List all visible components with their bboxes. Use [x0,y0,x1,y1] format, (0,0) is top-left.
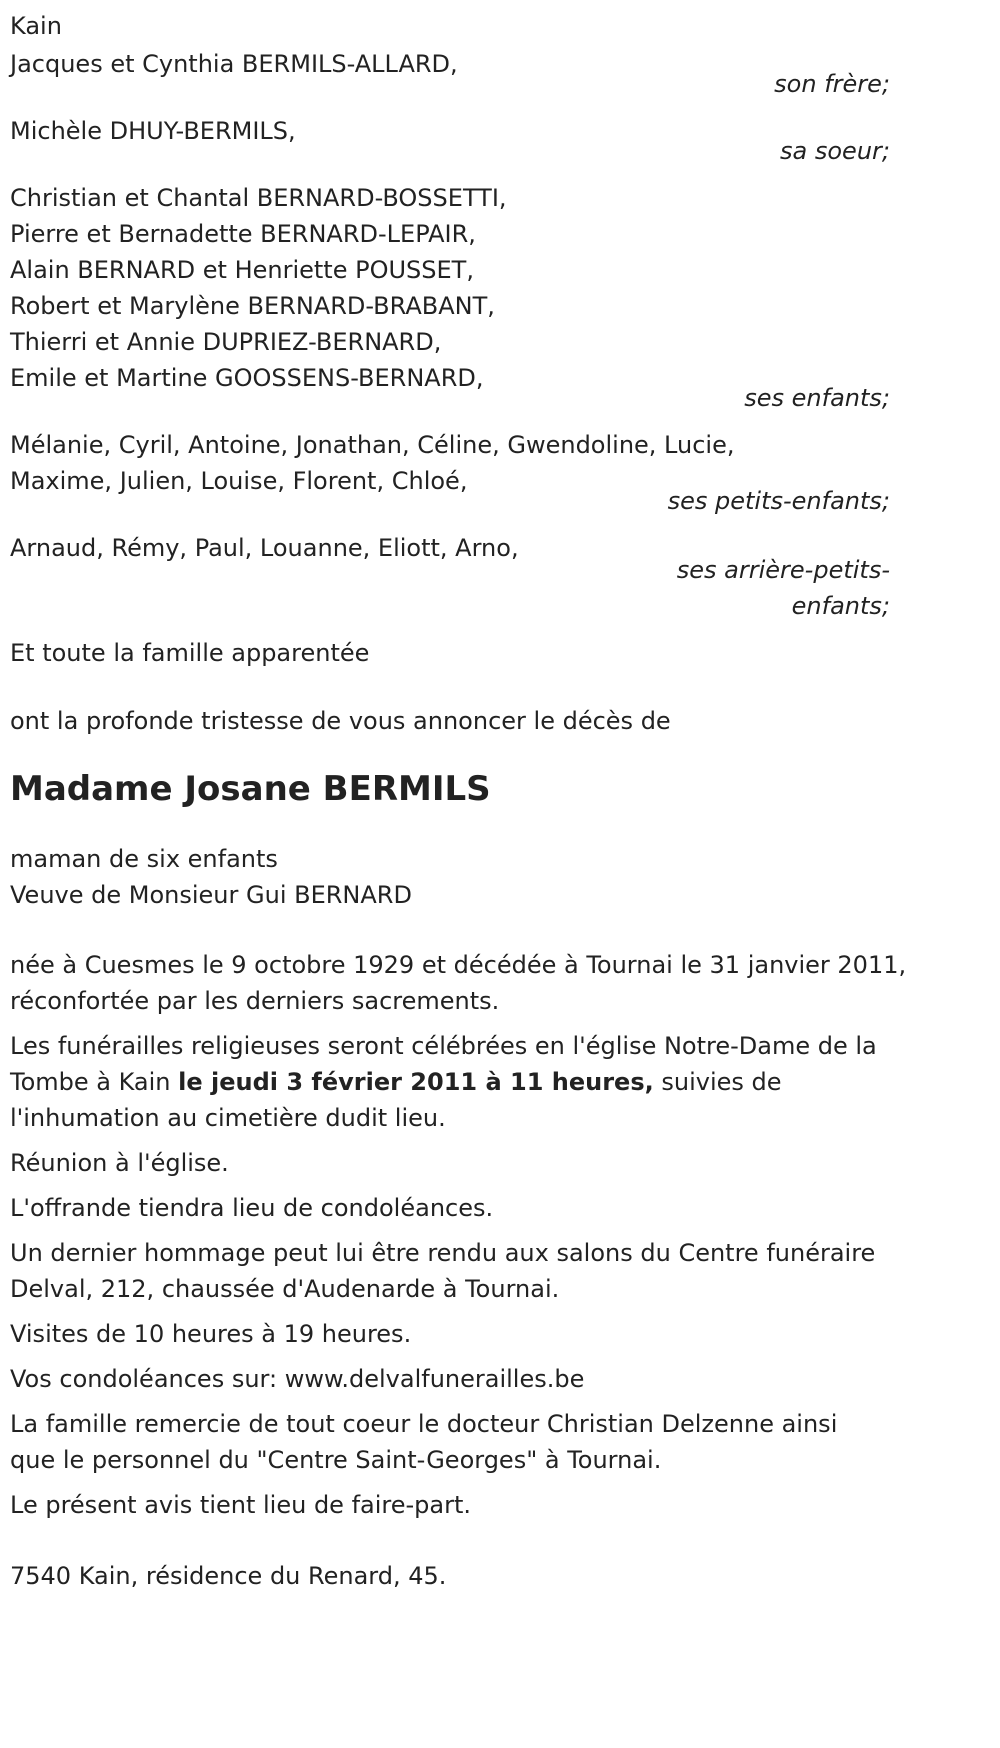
birth-death-line: née à Cuesmes le 9 octobre 1929 et décédée à Tournai le 31 janvier 2011, [10,951,907,979]
locality: Kain [10,12,62,40]
family-name-line: Thierri et Annie DUPRIEZ-BERNARD, [10,328,442,356]
paragraph-reunion: Réunion à l'église. [10,1149,229,1177]
descriptor-line: Veuve de Monsieur Gui BERNARD [10,881,412,909]
paragraph-thanks: La famille remercie de tout coeur le docteur Christian Delzenne ainsi que le personnel du "Centre Saint-Georges" à Tournai. [10,1410,838,1474]
family-name-line: Emile et Martine GOOSSENS-BERNARD, [10,364,484,392]
birth-death-line: réconfortée par les derniers sacrements. [10,987,500,1015]
family-name-line: Arnaud, Rémy, Paul, Louanne, Eliott, Arno, [10,534,519,562]
descriptor-line: maman de six enfants [10,845,278,873]
address: 7540 Kain, résidence du Renard, 45. [10,1562,447,1590]
funeral-text-before: Les funérailles religieuses seront célébrées en l'église Notre-Dame de la Tombe à Kain [10,1032,877,1096]
paragraph-visits: Visites de 10 heures à 19 heures. [10,1320,412,1348]
family-group-children [10,180,890,416]
funeral-text-after: suivies de l'inhumation au cimetière dudit lieu. [10,1068,782,1132]
announcement: ont la profonde tristesse de vous annoncer le décès de [10,707,671,735]
paragraph-notice: Le présent avis tient lieu de faire-part. [10,1491,472,1519]
family-closing: Et toute la famille apparentée [10,639,370,667]
family-role-continued: enfants; [791,592,890,620]
funeral-date: le jeudi 3 février 2011 à 11 heures, [178,1068,654,1096]
family-name-line: Jacques et Cynthia BERMILS-ALLARD, [10,50,458,78]
paragraph-condolences: Vos condoléances sur: www.delvalfunerailles.be [10,1365,585,1393]
obituary-notice [10,8,907,1594]
family-group-great-grandchildren [10,530,890,624]
family-name-line: Michèle DHUY-BERMILS, [10,117,296,145]
family-name-line: Christian et Chantal BERNARD-BOSSETTI, [10,184,507,212]
birth-death-paragraph [10,947,907,1019]
paragraph-tribute: Un dernier hommage peut lui être rendu aux salons du Centre funéraire Delval, 212, chaussée d'Audenarde à Tournai. [10,1239,876,1303]
family-role: ses arrière-petits- [676,556,890,584]
deceased-name: Madame Josane BERMILS [10,769,491,809]
family-name-line: Mélanie, Cyril, Antoine, Jonathan, Céline, Gwendoline, Lucie, [10,431,735,459]
family-name-line: Alain BERNARD et Henriette POUSSET, [10,256,474,284]
family-group-grandchildren [10,427,890,519]
family-role: sa soeur; [780,137,890,165]
family-group-sister [10,113,890,169]
family-group-brother [10,46,890,102]
family-role: son frère; [774,70,890,98]
family-role: ses petits-enfants; [667,487,890,515]
family-name-line: Pierre et Bernadette BERNARD-LEPAIR, [10,220,476,248]
funeral-paragraph [10,1028,890,1136]
family-name-line: Robert et Marylène BERNARD-BRABANT, [10,292,495,320]
paragraph-offering: L'offrande tiendra lieu de condoléances. [10,1194,494,1222]
family-name-line: Maxime, Julien, Louise, Florent, Chloé, [10,467,468,495]
family-role: ses enfants; [744,384,890,412]
